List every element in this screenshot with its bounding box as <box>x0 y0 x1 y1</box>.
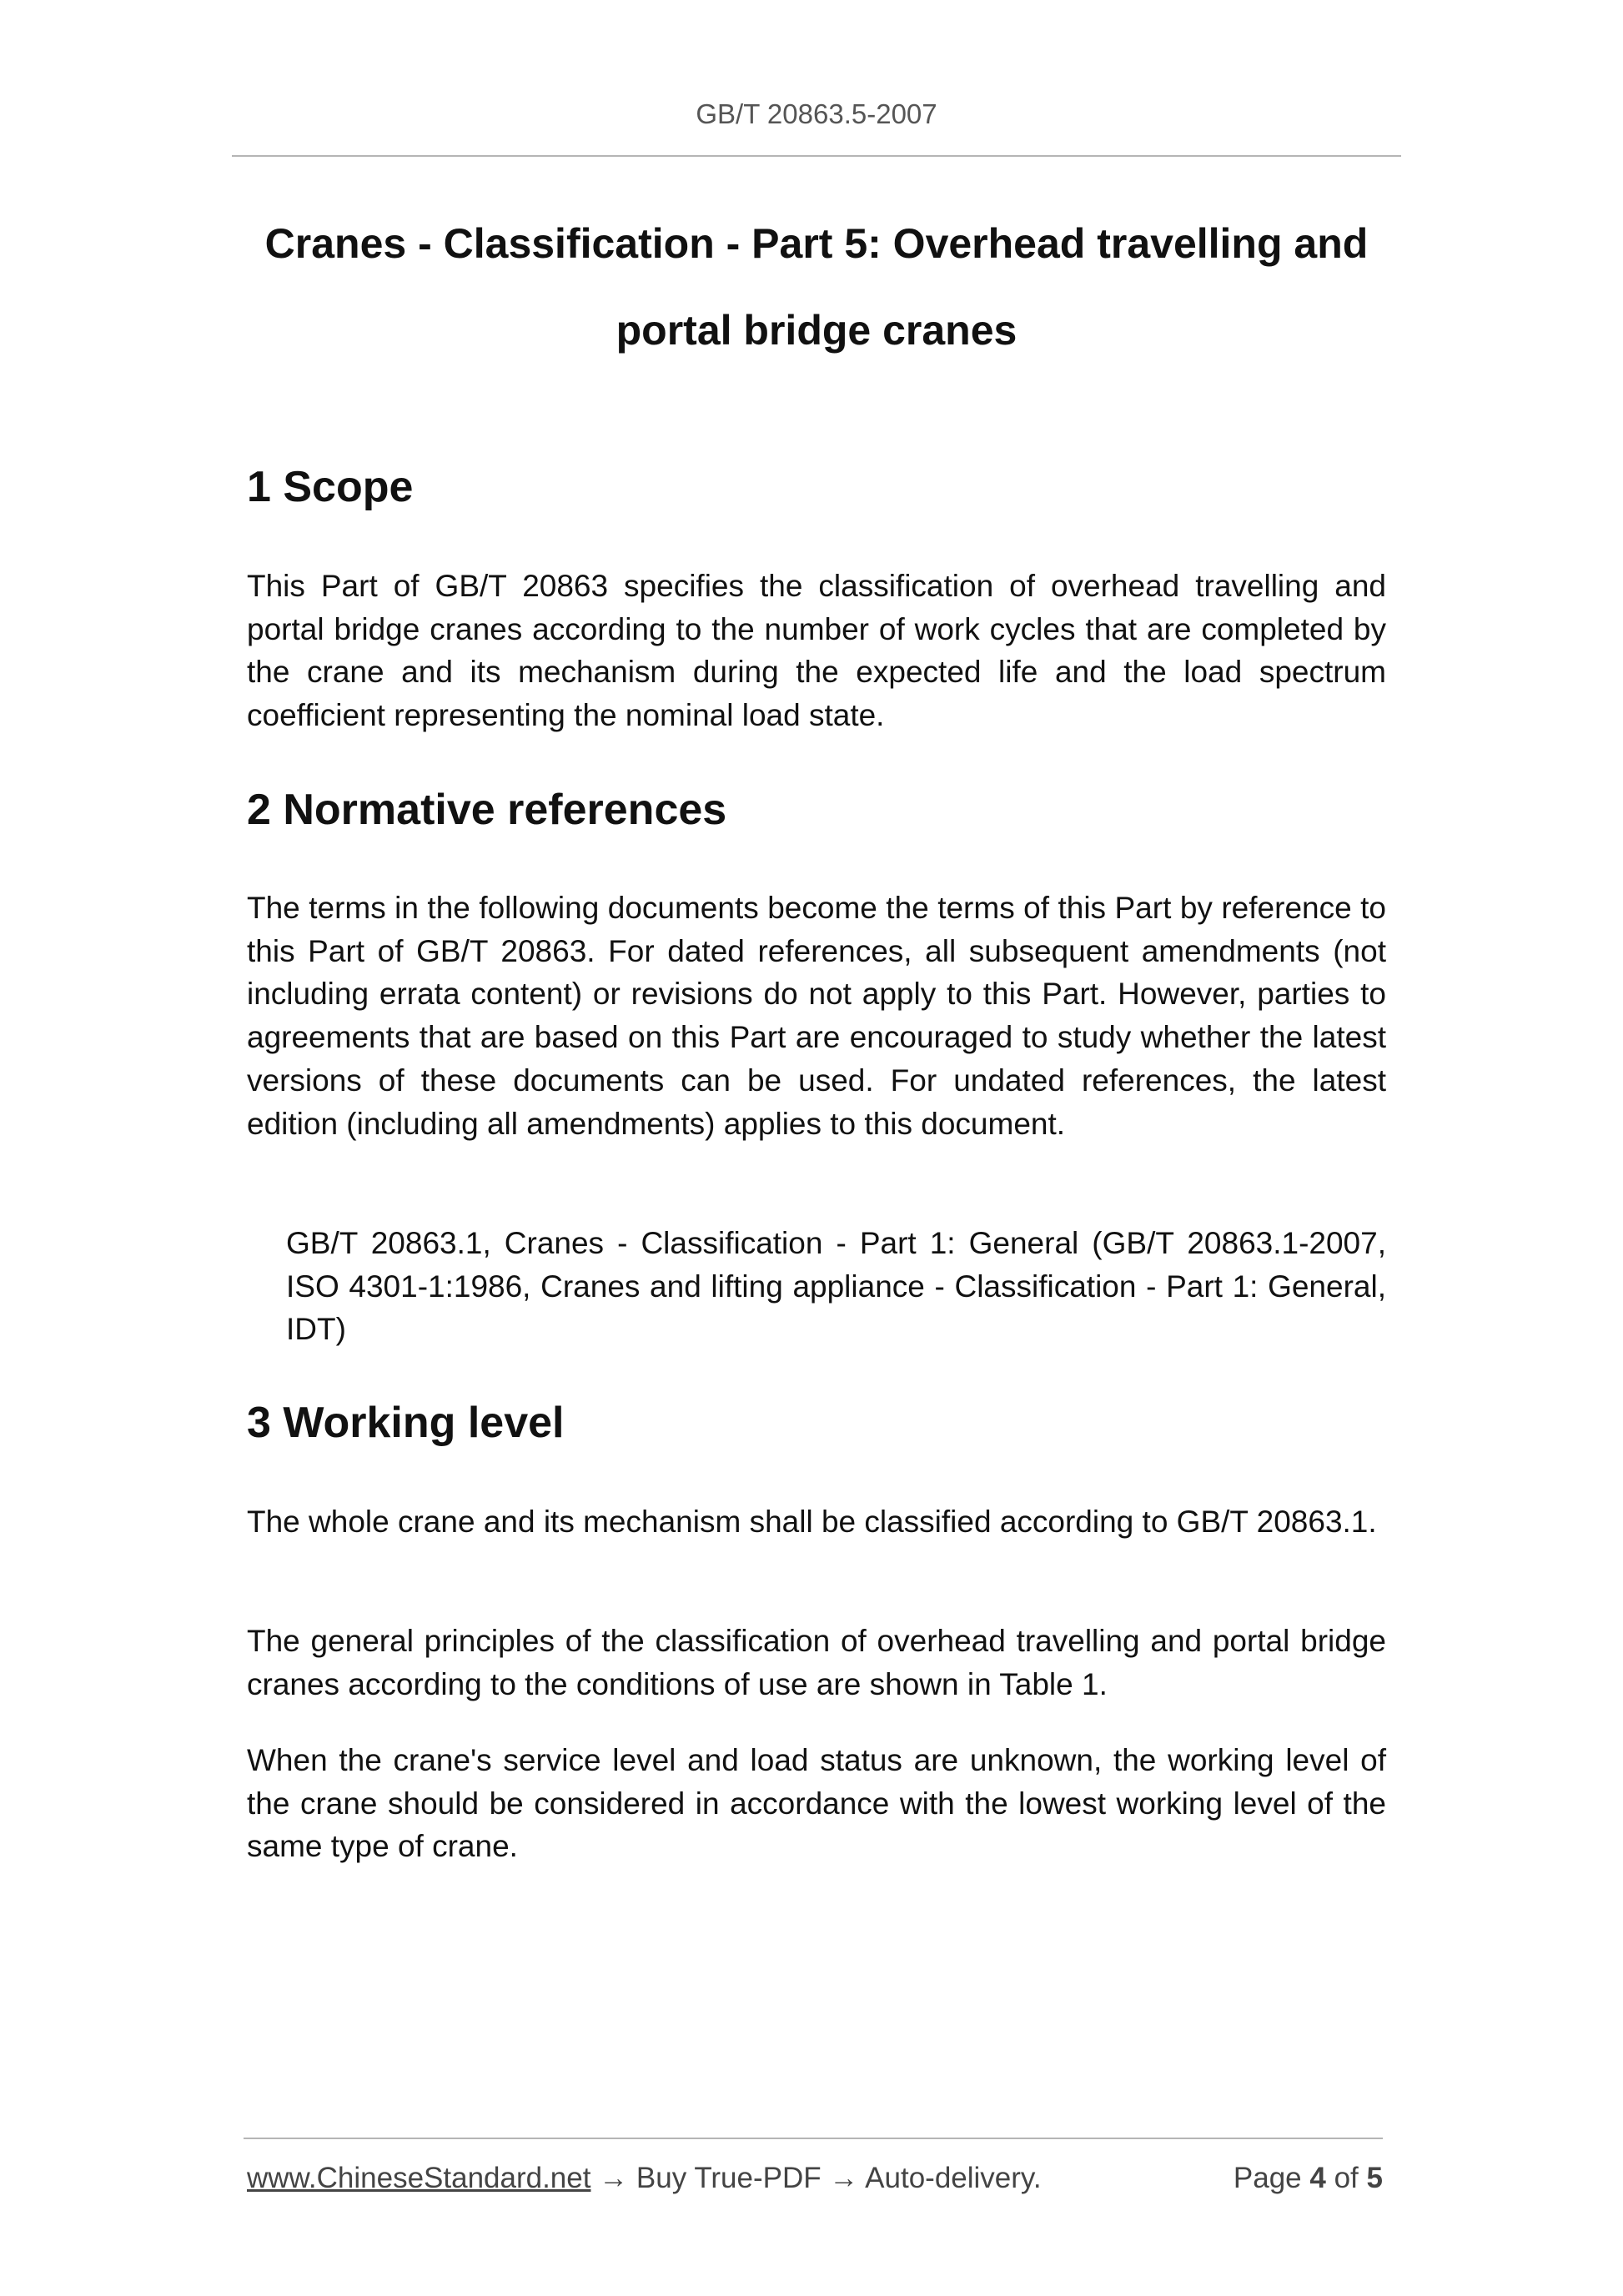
footer-divider <box>244 2138 1383 2139</box>
page-footer <box>247 2162 1383 2195</box>
working-level-paragraph-3: When the crane's service level and load status are unknown, the working level of the crane should be considered in accordance with the lowest working level of the same type of crane. <box>247 1743 1386 1864</box>
header-divider <box>232 155 1401 157</box>
current-page-number: 4 <box>1309 2162 1326 2194</box>
section-heading-normative-references: 2 Normative references <box>247 786 727 834</box>
section-heading-working-level: 3 Working level <box>247 1399 565 1447</box>
working-level-paragraph-1: The whole crane and its mechanism shall be classified according to GB/T 20863.1. <box>247 1505 1377 1539</box>
scope-paragraph: This Part of GB/T 20863 specifies the classification of overhead travelling and portal bridge cranes according to the number of work cycles that are completed by the crane and its mechanism during the expected life and the load spectrum coefficient representing the nominal load state. <box>247 569 1386 733</box>
footer-promo-text: → Buy True-PDF → Auto-delivery. <box>590 2162 1042 2194</box>
total-page-count: 5 <box>1366 2162 1383 2194</box>
page-of-label: of <box>1334 2162 1359 2194</box>
running-header: GB/T 20863.5-2007 <box>696 98 937 129</box>
page-label: Page <box>1233 2162 1302 2194</box>
page-indicator <box>1234 2162 1383 2195</box>
reference-item: GB/T 20863.1, Cranes - Classification - Part 1: General (GB/T 20863.1-2007, ISO 4301-1:1986, Cranes and lifting appliance - Classification - Part 1: General, IDT) <box>286 1226 1386 1347</box>
normative-references-paragraph: The terms in the following documents become the terms of this Part by reference to this Part of GB/T 20863. For dated references, all subsequent amendments (not including errata content) or revisions do not apply to this Part. However, parties to agreements that are based on this Part are encouraged to study whether the latest versions of these documents can be used. For undated references, the latest edition (including all amendments) applies to this document. <box>247 891 1386 1141</box>
website-link[interactable]: www.ChineseStandard.net <box>247 2162 591 2194</box>
working-level-paragraph-2: The general principles of the classification of overhead travelling and portal bridge cranes according to the conditions of use are shown in Table 1. <box>247 1624 1386 1701</box>
document-title: Cranes - Classification - Part 5: Overhead travelling and portal bridge cranes <box>264 220 1369 354</box>
section-heading-scope: 1 Scope <box>247 463 414 511</box>
